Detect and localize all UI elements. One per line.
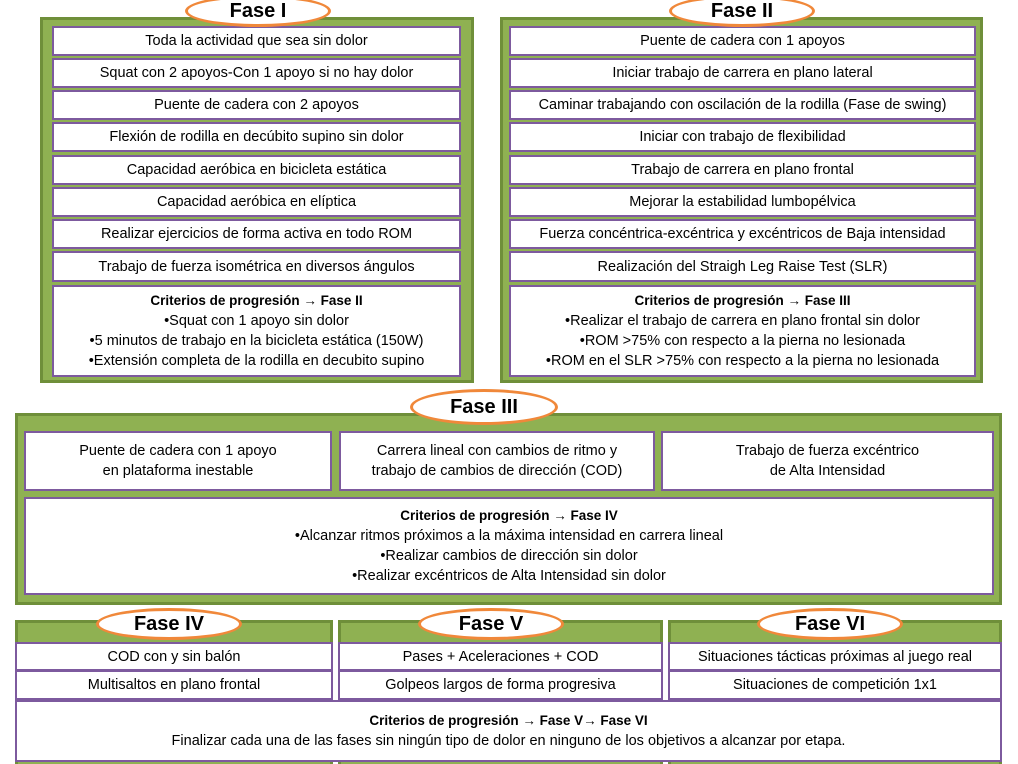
fase5-item-1: Pases + Aceleraciones + COD bbox=[338, 642, 663, 671]
fase3-title: Fase III bbox=[410, 389, 558, 425]
fase5-item-2: Golpeos largos de forma progresiva bbox=[338, 670, 663, 700]
fase3-item-2-line-1: Carrera lineal con cambios de ritmo y bbox=[376, 443, 618, 459]
fase1-item-7: Realizar ejercicios de forma activa en todo ROM bbox=[52, 219, 461, 249]
fase3-item-2-line-2: trabajo de cambios de dirección (COD) bbox=[371, 463, 623, 479]
fase2-criteria-line-3: •ROM en el SLR >75% con respecto a la pierna no lesionada bbox=[545, 353, 940, 369]
fase2-item-5: Trabajo de carrera en plano frontal bbox=[509, 155, 976, 185]
fase3-criteria bbox=[24, 497, 994, 595]
fase4-title: Fase IV bbox=[96, 608, 242, 640]
final-criteria-text: Finalizar cada una de las fases sin ningún tipo de dolor en ninguno de los objetivos a alcanzar por etapa. bbox=[171, 733, 846, 749]
fase1-item-4: Flexión de rodilla en decúbito supino sin dolor bbox=[52, 122, 461, 152]
fase1-item-5: Capacidad aeróbica en bicicleta estática bbox=[52, 155, 461, 185]
fase3-criteria-line-1: •Alcanzar ritmos próximos a la máxima intensidad en carrera lineal bbox=[294, 528, 724, 544]
fase3-item-1 bbox=[24, 431, 332, 491]
fase2-item-4: Iniciar con trabajo de flexibilidad bbox=[509, 122, 976, 152]
fase3-item-1-line-1: Puente de cadera con 1 apoyo bbox=[79, 443, 277, 459]
fase1-item-1: Toda la actividad que sea sin dolor bbox=[52, 26, 461, 56]
final-criteria bbox=[15, 700, 1002, 762]
fase1-item-8: Trabajo de fuerza isométrica en diversos ángulos bbox=[52, 251, 461, 282]
fase3-item-1-line-2: en plataforma inestable bbox=[102, 463, 254, 479]
fase3-item-3 bbox=[661, 431, 994, 491]
fase6-title: Fase VI bbox=[757, 608, 903, 640]
fase2-criteria-title: Criterios de progresión → Fase III bbox=[634, 293, 851, 308]
fase1-item-3: Puente de cadera con 2 apoyos bbox=[52, 90, 461, 120]
fase2-criteria-line-2: •ROM >75% con respecto a la pierna no lesionada bbox=[579, 333, 906, 349]
fase2-item-7: Fuerza concéntrica-excéntrica y excéntricos de Baja intensidad bbox=[509, 219, 976, 249]
fase2-title: Fase II bbox=[669, 0, 815, 27]
fase3-criteria-line-3: •Realizar excéntricos de Alta Intensidad sin dolor bbox=[352, 568, 666, 584]
fase4-item-2: Multisaltos en plano frontal bbox=[15, 670, 333, 700]
fase6-item-1: Situaciones tácticas próximas al juego real bbox=[668, 642, 1002, 671]
fase2-criteria-line-1: •Realizar el trabajo de carrera en plano frontal sin dolor bbox=[565, 313, 920, 329]
fase3-item-3-line-2: de Alta Intensidad bbox=[769, 463, 886, 479]
fase1-criteria-line-2: •5 minutos de trabajo en la bicicleta estática (150W) bbox=[89, 333, 424, 349]
fase3-criteria-line-2: •Realizar cambios de dirección sin dolor bbox=[380, 548, 638, 564]
fase2-item-8: Realización del Straigh Leg Raise Test (SLR) bbox=[509, 251, 976, 282]
fase1-item-2: Squat con 2 apoyos-Con 1 apoyo si no hay dolor bbox=[52, 58, 461, 88]
fase1-criteria-title: Criterios de progresión → Fase II bbox=[150, 293, 363, 308]
fase4-item-1: COD con y sin balón bbox=[15, 642, 333, 671]
fase1-criteria-line-3: •Extensión completa de la rodilla en decubito supino bbox=[88, 353, 425, 369]
fase5-title: Fase V bbox=[418, 608, 564, 640]
fase3-item-2 bbox=[339, 431, 655, 491]
fase1-item-6: Capacidad aeróbica en elíptica bbox=[52, 187, 461, 217]
fase2-item-3: Caminar trabajando con oscilación de la rodilla (Fase de swing) bbox=[509, 90, 976, 120]
fase3-item-3-line-1: Trabajo de fuerza excéntrico bbox=[735, 443, 920, 459]
fase2-criteria bbox=[509, 285, 976, 377]
fase1-title: Fase I bbox=[185, 0, 331, 27]
fase3-criteria-title: Criterios de progresión → Fase IV bbox=[400, 508, 618, 523]
fase1-criteria-line-1: •Squat con 1 apoyo sin dolor bbox=[164, 313, 349, 329]
final-criteria-title: Criterios de progresión → Fase V→ Fase VI bbox=[369, 713, 648, 728]
fase6-item-2: Situaciones de competición 1x1 bbox=[668, 670, 1002, 700]
fase2-item-2: Iniciar trabajo de carrera en plano lateral bbox=[509, 58, 976, 88]
fase2-item-6: Mejorar la estabilidad lumbopélvica bbox=[509, 187, 976, 217]
fase1-criteria bbox=[52, 285, 461, 377]
fase2-item-1: Puente de cadera con 1 apoyos bbox=[509, 26, 976, 56]
